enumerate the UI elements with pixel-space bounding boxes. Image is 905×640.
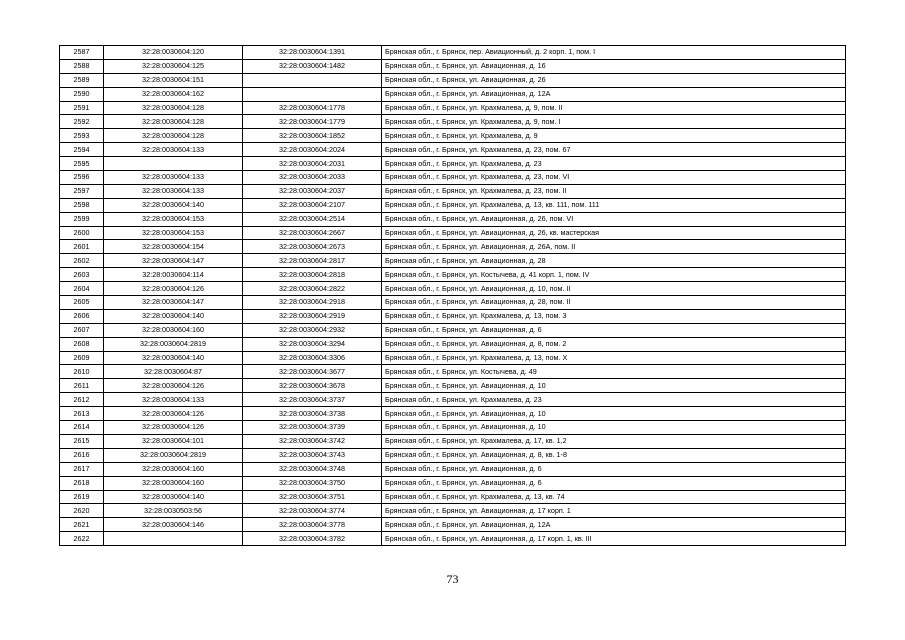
row-number-cell: 2594	[60, 143, 104, 157]
table-row	[60, 59, 846, 73]
row-number-cell: 2597	[60, 184, 104, 198]
building-cadastral-number-cell: 32:28:0030604:1482	[243, 59, 382, 73]
address-cell: Брянская обл., г. Брянск, ул. Авиационная, д. 6	[382, 476, 846, 490]
table-row	[60, 101, 846, 115]
table-row	[60, 254, 846, 268]
row-number-cell: 2590	[60, 87, 104, 101]
row-number-cell: 2592	[60, 115, 104, 129]
land-cadastral-number-cell: 32:28:0030604:128	[104, 101, 243, 115]
table-row	[60, 462, 846, 476]
row-number-cell: 2589	[60, 73, 104, 87]
building-cadastral-number-cell: 32:28:0030604:3738	[243, 407, 382, 421]
table-row	[60, 46, 846, 60]
table-row	[60, 268, 846, 282]
registry-table-body	[60, 46, 846, 546]
address-cell: Брянская обл., г. Брянск, ул. Крахмалева, д. 9, пом. I	[382, 115, 846, 129]
land-cadastral-number-cell: 32:28:0030604:2819	[104, 448, 243, 462]
building-cadastral-number-cell: 32:28:0030604:1852	[243, 129, 382, 143]
address-cell: Брянская обл., г. Брянск, ул. Авиационная, д. 10	[382, 421, 846, 435]
building-cadastral-number-cell: 32:28:0030604:3743	[243, 448, 382, 462]
row-number-cell: 2587	[60, 46, 104, 60]
land-cadastral-number-cell: 32:28:0030604:133	[104, 143, 243, 157]
row-number-cell: 2604	[60, 282, 104, 296]
row-number-cell: 2591	[60, 101, 104, 115]
building-cadastral-number-cell: 32:28:0030604:3678	[243, 379, 382, 393]
land-cadastral-number-cell: 32:28:0030604:146	[104, 518, 243, 532]
table-row	[60, 115, 846, 129]
land-cadastral-number-cell: 32:28:0030503:56	[104, 504, 243, 518]
building-cadastral-number-cell: 32:28:0030604:2107	[243, 198, 382, 212]
table-row	[60, 240, 846, 254]
address-cell: Брянская обл., г. Брянск, ул. Крахмалева, д. 13, кв. 111, пом. 111	[382, 198, 846, 212]
land-cadastral-number-cell: 32:28:0030604:153	[104, 226, 243, 240]
land-cadastral-number-cell: 32:28:0030604:126	[104, 421, 243, 435]
table-row	[60, 143, 846, 157]
row-number-cell: 2605	[60, 296, 104, 310]
land-cadastral-number-cell: 32:28:0030604:133	[104, 393, 243, 407]
building-cadastral-number-cell: 32:28:0030604:2822	[243, 282, 382, 296]
address-cell: Брянская обл., г. Брянск, ул. Авиационная, д. 16	[382, 59, 846, 73]
address-cell: Брянская обл., г. Брянск, ул. Авиационная, д. 26	[382, 73, 846, 87]
building-cadastral-number-cell: 32:28:0030604:3778	[243, 518, 382, 532]
row-number-cell: 2593	[60, 129, 104, 143]
land-cadastral-number-cell: 32:28:0030604:147	[104, 254, 243, 268]
land-cadastral-number-cell: 32:28:0030604:140	[104, 351, 243, 365]
row-number-cell: 2606	[60, 309, 104, 323]
land-cadastral-number-cell: 32:28:0030604:160	[104, 476, 243, 490]
table-row	[60, 337, 846, 351]
table-row	[60, 379, 846, 393]
table-row	[60, 476, 846, 490]
land-cadastral-number-cell: 32:28:0030604:140	[104, 490, 243, 504]
building-cadastral-number-cell: 32:28:0030604:3774	[243, 504, 382, 518]
building-cadastral-number-cell: 32:28:0030604:1391	[243, 46, 382, 60]
building-cadastral-number-cell: 32:28:0030604:2918	[243, 296, 382, 310]
land-cadastral-number-cell: 32:28:0030604:153	[104, 212, 243, 226]
address-cell: Брянская обл., г. Брянск, ул. Костычева, д. 49	[382, 365, 846, 379]
row-number-cell: 2602	[60, 254, 104, 268]
building-cadastral-number-cell: 32:28:0030604:2667	[243, 226, 382, 240]
row-number-cell: 2616	[60, 448, 104, 462]
building-cadastral-number-cell: 32:28:0030604:1779	[243, 115, 382, 129]
building-cadastral-number-cell	[243, 73, 382, 87]
row-number-cell: 2618	[60, 476, 104, 490]
row-number-cell: 2596	[60, 171, 104, 185]
land-cadastral-number-cell: 32:28:0030604:128	[104, 115, 243, 129]
table-row	[60, 323, 846, 337]
address-cell: Брянская обл., г. Брянск, ул. Авиационная, д. 10	[382, 379, 846, 393]
table-row	[60, 129, 846, 143]
address-cell: Брянская обл., г. Брянск, ул. Авиационная, д. 28, пом. II	[382, 296, 846, 310]
address-cell: Брянская обл., г. Брянск, ул. Авиационная, д. 10, пом. II	[382, 282, 846, 296]
building-cadastral-number-cell: 32:28:0030604:2037	[243, 184, 382, 198]
building-cadastral-number-cell: 32:28:0030604:2514	[243, 212, 382, 226]
row-number-cell: 2615	[60, 434, 104, 448]
land-cadastral-number-cell: 32:28:0030604:114	[104, 268, 243, 282]
address-cell: Брянская обл., г. Брянск, ул. Авиационная, д. 26, пом. VI	[382, 212, 846, 226]
building-cadastral-number-cell: 32:28:0030604:3739	[243, 421, 382, 435]
address-cell: Брянская обл., г. Брянск, ул. Крахмалева, д. 23	[382, 393, 846, 407]
address-cell: Брянская обл., г. Брянск, ул. Авиационная, д. 28	[382, 254, 846, 268]
address-cell: Брянская обл., г. Брянск, ул. Авиационная, д. 6	[382, 323, 846, 337]
building-cadastral-number-cell: 32:28:0030604:3782	[243, 532, 382, 546]
building-cadastral-number-cell: 32:28:0030604:3748	[243, 462, 382, 476]
row-number-cell: 2609	[60, 351, 104, 365]
table-row	[60, 171, 846, 185]
land-cadastral-number-cell: 32:28:0030604:87	[104, 365, 243, 379]
table-row	[60, 421, 846, 435]
address-cell: Брянская обл., г. Брянск, ул. Крахмалева, д. 23, пом. II	[382, 184, 846, 198]
row-number-cell: 2611	[60, 379, 104, 393]
building-cadastral-number-cell: 32:28:0030604:2817	[243, 254, 382, 268]
table-row	[60, 407, 846, 421]
address-cell: Брянская обл., г. Брянск, ул. Авиационная, д. 17 корп. 1	[382, 504, 846, 518]
row-number-cell: 2595	[60, 157, 104, 171]
row-number-cell: 2622	[60, 532, 104, 546]
building-cadastral-number-cell: 32:28:0030604:3751	[243, 490, 382, 504]
land-cadastral-number-cell: 32:28:0030604:133	[104, 184, 243, 198]
land-cadastral-number-cell: 32:28:0030604:151	[104, 73, 243, 87]
building-cadastral-number-cell: 32:28:0030604:2818	[243, 268, 382, 282]
address-cell: Брянская обл., г. Брянск, ул. Авиационная, д. 8, кв. 1-8	[382, 448, 846, 462]
address-cell: Брянская обл., г. Брянск, ул. Авиационная, д. 10	[382, 407, 846, 421]
land-cadastral-number-cell: 32:28:0030604:162	[104, 87, 243, 101]
building-cadastral-number-cell: 32:28:0030604:2932	[243, 323, 382, 337]
building-cadastral-number-cell: 32:28:0030604:3294	[243, 337, 382, 351]
page-number: 73	[446, 572, 459, 586]
land-cadastral-number-cell: 32:28:0030604:160	[104, 323, 243, 337]
table-row	[60, 157, 846, 171]
address-cell: Брянская обл., г. Брянск, ул. Крахмалева, д. 13, пом. X	[382, 351, 846, 365]
address-cell: Брянская обл., г. Брянск, ул. Крахмалева, д. 9, пом. II	[382, 101, 846, 115]
land-cadastral-number-cell	[104, 157, 243, 171]
table-row	[60, 532, 846, 546]
land-cadastral-number-cell: 32:28:0030604:125	[104, 59, 243, 73]
address-cell: Брянская обл., г. Брянск, ул. Крахмалева, д. 23	[382, 157, 846, 171]
row-number-cell: 2599	[60, 212, 104, 226]
building-cadastral-number-cell: 32:28:0030604:2024	[243, 143, 382, 157]
building-cadastral-number-cell: 32:28:0030604:3750	[243, 476, 382, 490]
land-cadastral-number-cell: 32:28:0030604:120	[104, 46, 243, 60]
row-number-cell: 2608	[60, 337, 104, 351]
row-number-cell: 2598	[60, 198, 104, 212]
address-cell: Брянская обл., г. Брянск, ул. Авиационная, д. 26, кв. мастерская	[382, 226, 846, 240]
address-cell: Брянская обл., г. Брянск, ул. Крахмалева, д. 23, пом. VI	[382, 171, 846, 185]
land-cadastral-number-cell: 32:28:0030604:133	[104, 171, 243, 185]
row-number-cell: 2600	[60, 226, 104, 240]
building-cadastral-number-cell: 32:28:0030604:2033	[243, 171, 382, 185]
table-row	[60, 309, 846, 323]
land-cadastral-number-cell: 32:28:0030604:128	[104, 129, 243, 143]
address-cell: Брянская обл., г. Брянск, ул. Авиационная, д. 12А	[382, 87, 846, 101]
address-cell: Брянская обл., г. Брянск, ул. Авиационная, д. 26А, пом. II	[382, 240, 846, 254]
row-number-cell: 2620	[60, 504, 104, 518]
address-cell: Брянская обл., г. Брянск, ул. Крахмалева, д. 23, пом. 67	[382, 143, 846, 157]
table-row	[60, 282, 846, 296]
table-row	[60, 504, 846, 518]
row-number-cell: 2601	[60, 240, 104, 254]
table-row	[60, 448, 846, 462]
land-cadastral-number-cell: 32:28:0030604:126	[104, 379, 243, 393]
land-cadastral-number-cell: 32:28:0030604:101	[104, 434, 243, 448]
building-cadastral-number-cell: 32:28:0030604:3306	[243, 351, 382, 365]
land-cadastral-number-cell: 32:28:0030604:160	[104, 462, 243, 476]
land-cadastral-number-cell: 32:28:0030604:140	[104, 309, 243, 323]
land-cadastral-number-cell: 32:28:0030604:140	[104, 198, 243, 212]
table-row	[60, 393, 846, 407]
land-cadastral-number-cell: 32:28:0030604:147	[104, 296, 243, 310]
land-cadastral-number-cell: 32:28:0030604:2819	[104, 337, 243, 351]
address-cell: Брянская обл., г. Брянск, пер. Авиационный, д. 2 корп. 1, пом. I	[382, 46, 846, 60]
table-row	[60, 365, 846, 379]
address-cell: Брянская обл., г. Брянск, ул. Авиационная, д. 8, пом. 2	[382, 337, 846, 351]
table-row	[60, 212, 846, 226]
row-number-cell: 2621	[60, 518, 104, 532]
address-cell: Брянская обл., г. Брянск, ул. Авиационная, д. 17 корп. 1, кв. III	[382, 532, 846, 546]
row-number-cell: 2613	[60, 407, 104, 421]
table-row	[60, 73, 846, 87]
address-cell: Брянская обл., г. Брянск, ул. Крахмалева, д. 9	[382, 129, 846, 143]
row-number-cell: 2617	[60, 462, 104, 476]
address-cell: Брянская обл., г. Брянск, ул. Авиационная, д. 6	[382, 462, 846, 476]
building-cadastral-number-cell	[243, 87, 382, 101]
land-cadastral-number-cell: 32:28:0030604:154	[104, 240, 243, 254]
row-number-cell: 2610	[60, 365, 104, 379]
building-cadastral-number-cell: 32:28:0030604:2919	[243, 309, 382, 323]
land-cadastral-number-cell: 32:28:0030604:126	[104, 407, 243, 421]
building-cadastral-number-cell: 32:28:0030604:3677	[243, 365, 382, 379]
address-cell: Брянская обл., г. Брянск, ул. Авиационная, д. 12А	[382, 518, 846, 532]
table-row	[60, 518, 846, 532]
address-cell: Брянская обл., г. Брянск, ул. Крахмалева, д. 17, кв. 1,2	[382, 434, 846, 448]
address-cell: Брянская обл., г. Брянск, ул. Костычева, д. 41 корп. 1, пом. IV	[382, 268, 846, 282]
land-cadastral-number-cell	[104, 532, 243, 546]
table-row	[60, 198, 846, 212]
row-number-cell: 2588	[60, 59, 104, 73]
table-row	[60, 184, 846, 198]
building-cadastral-number-cell: 32:28:0030604:3737	[243, 393, 382, 407]
row-number-cell: 2607	[60, 323, 104, 337]
building-cadastral-number-cell: 32:28:0030604:3742	[243, 434, 382, 448]
table-row	[60, 296, 846, 310]
row-number-cell: 2603	[60, 268, 104, 282]
table-row	[60, 87, 846, 101]
table-row	[60, 226, 846, 240]
building-cadastral-number-cell: 32:28:0030604:2673	[243, 240, 382, 254]
row-number-cell: 2619	[60, 490, 104, 504]
address-cell: Брянская обл., г. Брянск, ул. Крахмалева, д. 13, пом. 3	[382, 309, 846, 323]
row-number-cell: 2614	[60, 421, 104, 435]
land-cadastral-number-cell: 32:28:0030604:126	[104, 282, 243, 296]
address-cell: Брянская обл., г. Брянск, ул. Крахмалева, д. 13, кв. 74	[382, 490, 846, 504]
row-number-cell: 2612	[60, 393, 104, 407]
table-row	[60, 490, 846, 504]
registry-table	[59, 45, 846, 546]
building-cadastral-number-cell: 32:28:0030604:2031	[243, 157, 382, 171]
table-row	[60, 351, 846, 365]
table-row	[60, 434, 846, 448]
building-cadastral-number-cell: 32:28:0030604:1778	[243, 101, 382, 115]
